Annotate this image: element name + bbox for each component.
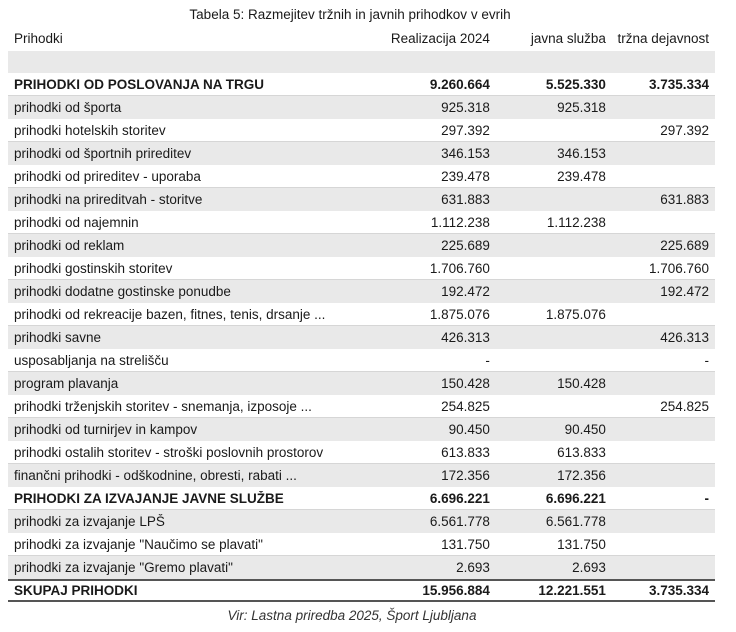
row-label: program plavanja <box>14 376 119 391</box>
row-realizacija: 225.689 <box>441 238 490 253</box>
table-row <box>8 533 715 556</box>
row-realizacija: 613.833 <box>441 444 490 460</box>
row-label: finančni prihodki - odškodnine, obresti, rabati ... <box>14 468 297 483</box>
row-realizacija: 172.356 <box>441 468 490 483</box>
row-trzna: 297.392 <box>660 122 710 138</box>
row-realizacija: 1.112.238 <box>430 214 490 230</box>
table-row <box>8 234 715 257</box>
table-row <box>8 211 715 234</box>
row-javna: 613.833 <box>557 444 606 460</box>
row-realizacija: 297.392 <box>441 122 490 138</box>
table-row <box>8 119 715 142</box>
table-row <box>8 487 715 510</box>
row-javna: 1.112.238 <box>546 214 606 230</box>
row-realizacija: 1.875.076 <box>429 306 490 322</box>
row-label: prihodki od rekreacije bazen, fitnes, tenis, drsanje ... <box>14 306 326 322</box>
table-row <box>8 418 715 441</box>
row-label: prihodki hotelskih storitev <box>14 122 166 138</box>
table-row <box>8 441 715 464</box>
revenue-table <box>8 27 715 602</box>
row-javna: 150.428 <box>557 376 606 391</box>
table-row <box>8 257 715 280</box>
total-row <box>8 579 715 602</box>
row-label: prihodki od prireditev - uporaba <box>14 168 201 184</box>
row-label: prihodki dodatne gostinske ponudbe <box>14 284 231 299</box>
empty-spacer-row <box>8 51 715 73</box>
row-realizacija: 2.693 <box>456 560 490 575</box>
row-label: prihodki za izvajanje "Gremo plavati" <box>14 560 233 575</box>
table-row <box>8 464 715 487</box>
table-row <box>8 556 715 579</box>
table-row <box>8 326 715 349</box>
row-realizacija: 239.478 <box>441 168 490 184</box>
row-realizacija: 90.450 <box>448 422 490 437</box>
table-caption: Tabela 5: Razmejitev tržnih in javnih prihodkov v evrih <box>189 7 511 22</box>
row-label: prihodki od reklam <box>14 238 125 253</box>
table-row <box>8 303 715 326</box>
header-trzna: tržna dejavnost <box>617 30 710 46</box>
total-label: SKUPAJ PRIHODKI <box>14 583 138 598</box>
row-javna: 1.875.076 <box>545 306 606 322</box>
row-label: prihodki od športnih prireditev <box>14 146 192 161</box>
row-javna: 346.153 <box>557 146 606 161</box>
table-row <box>8 142 715 165</box>
header-javna: javna služba <box>530 30 606 46</box>
row-realizacija: 346.153 <box>441 146 490 161</box>
row-label: prihodki gostinskih storitev <box>14 260 173 276</box>
row-realizacija: 9.260.664 <box>429 76 490 92</box>
row-trzna: 254.825 <box>660 398 710 414</box>
table-body <box>8 73 715 579</box>
row-javna: 172.356 <box>557 468 606 483</box>
row-realizacija: 192.472 <box>441 284 490 299</box>
row-trzna: - <box>704 352 710 368</box>
table-row <box>8 372 715 395</box>
row-trzna: 631.883 <box>660 192 710 207</box>
row-javna: 131.750 <box>557 536 606 552</box>
row-trzna: 192.472 <box>660 284 710 299</box>
row-javna: 5.525.330 <box>545 76 606 92</box>
row-realizacija: 254.825 <box>441 398 490 414</box>
row-javna: 925.318 <box>557 100 606 115</box>
row-label: prihodki od najemnin <box>14 214 139 230</box>
row-trzna: 1.706.760 <box>648 260 710 276</box>
table-row <box>8 395 715 418</box>
row-realizacija: 150.428 <box>441 376 490 391</box>
row-javna: 90.450 <box>564 422 606 437</box>
row-realizacija: 426.313 <box>441 330 490 345</box>
table-row <box>8 510 715 533</box>
row-trzna: 225.689 <box>660 238 710 253</box>
row-label: prihodki od turnirjev in kampov <box>14 422 198 437</box>
row-realizacija: 631.883 <box>441 192 490 207</box>
header-realizacija: Realizacija 2024 <box>390 30 490 46</box>
row-javna: 6.561.778 <box>545 514 606 529</box>
row-trzna: 3.735.334 <box>648 76 710 92</box>
table-row <box>8 188 715 211</box>
table-row <box>8 73 715 96</box>
row-label: PRIHODKI ZA IZVAJANJE JAVNE SLUŽBE <box>14 490 284 506</box>
table-row <box>8 349 715 372</box>
table-row <box>8 96 715 119</box>
row-trzna: - <box>704 490 710 506</box>
table-header-row <box>8 27 715 49</box>
row-label: prihodki od športa <box>14 100 122 115</box>
total-realizacija: 15.956.884 <box>422 583 490 598</box>
row-trzna: 426.313 <box>660 330 710 345</box>
table-row <box>8 280 715 303</box>
row-label: prihodki za izvajanje "Naučimo se plavati" <box>14 536 263 552</box>
total-trzna: 3.735.334 <box>648 583 710 598</box>
row-label: prihodki ostalih storitev - stroški poslovnih prostorov <box>14 444 324 460</box>
row-javna: 6.696.221 <box>545 490 606 506</box>
row-label: prihodki trženjskih storitev - snemanja, izposoje ... <box>14 398 312 414</box>
row-label: prihodki za izvajanje LPŠ <box>14 514 165 529</box>
header-prihodki: Prihodki <box>14 30 63 46</box>
row-realizacija: - <box>485 352 490 368</box>
row-label: PRIHODKI OD POSLOVANJA NA TRGU <box>14 76 265 92</box>
row-javna: 239.478 <box>557 168 606 184</box>
row-label: usposabljanja na strelišču <box>14 352 169 368</box>
row-realizacija: 6.561.778 <box>429 514 490 529</box>
row-label: prihodki savne <box>14 330 102 345</box>
row-realizacija: 6.696.221 <box>429 490 490 506</box>
row-label: prihodki na prireditvah - storitve <box>14 192 203 207</box>
row-realizacija: 925.318 <box>441 100 490 115</box>
source-note: Vir: Lastna priredba 2025, Šport Ljubljana <box>227 608 477 623</box>
row-realizacija: 131.750 <box>441 536 490 552</box>
row-javna: 2.693 <box>572 560 606 575</box>
total-javna: 12.221.551 <box>538 583 606 598</box>
row-realizacija: 1.706.760 <box>429 260 490 276</box>
table-row <box>8 165 715 188</box>
